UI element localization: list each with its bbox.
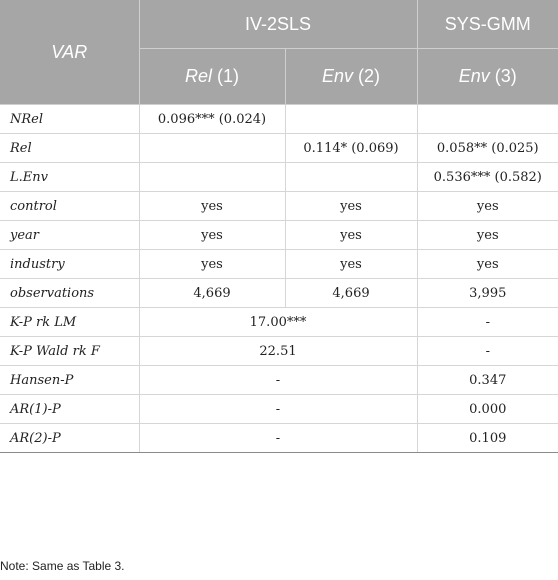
header-col-3-name: Env bbox=[458, 66, 490, 86]
row-label: L.Env bbox=[0, 163, 139, 192]
cell-col-2 bbox=[285, 105, 417, 134]
cell-col-2: yes bbox=[285, 192, 417, 221]
row-label: AR(1)-P bbox=[0, 395, 139, 424]
header-row-groups bbox=[0, 0, 558, 49]
cell-col-1 bbox=[139, 163, 285, 192]
cell-col-3: - bbox=[417, 337, 558, 366]
row-label: industry bbox=[0, 250, 139, 279]
table-row-hansen-p bbox=[0, 366, 558, 395]
cell-col-3: 0.347 bbox=[417, 366, 558, 395]
row-label: AR(2)-P bbox=[0, 424, 139, 453]
row-label: K-P Wald rk F bbox=[0, 337, 139, 366]
cell-col-1 bbox=[139, 134, 285, 163]
header-var: VAR bbox=[0, 0, 139, 105]
cell-col-2: 4,669 bbox=[285, 279, 417, 308]
cell-iv-2sls-merged: 17.00*** bbox=[139, 308, 417, 337]
cell-col-1: 0.096*** (0.024) bbox=[139, 105, 285, 134]
table-row-kp-wald-rk-f bbox=[0, 337, 558, 366]
header-col-2-num: (2) bbox=[358, 66, 381, 86]
table-row-industry bbox=[0, 250, 558, 279]
cell-col-1: yes bbox=[139, 250, 285, 279]
cell-col-1: yes bbox=[139, 192, 285, 221]
cell-col-3: yes bbox=[417, 250, 558, 279]
row-label: observations bbox=[0, 279, 139, 308]
cell-col-1: 4,669 bbox=[139, 279, 285, 308]
cell-col-2: yes bbox=[285, 250, 417, 279]
cell-iv-2sls-merged: - bbox=[139, 395, 417, 424]
row-label: Hansen-P bbox=[0, 366, 139, 395]
cell-col-3 bbox=[417, 105, 558, 134]
row-label: K-P rk LM bbox=[0, 308, 139, 337]
header-group-sys-gmm: SYS-GMM bbox=[417, 0, 558, 49]
row-label: year bbox=[0, 221, 139, 250]
cell-col-3: 0.058** (0.025) bbox=[417, 134, 558, 163]
table-header bbox=[0, 0, 558, 105]
table-note: Note: Same as Table 3. bbox=[0, 559, 125, 573]
table-row-ar2-p bbox=[0, 424, 558, 453]
header-col-3-num: (3) bbox=[494, 66, 517, 86]
table-row-nrel bbox=[0, 105, 558, 134]
cell-iv-2sls-merged: 22.51 bbox=[139, 337, 417, 366]
cell-col-3: 3,995 bbox=[417, 279, 558, 308]
cell-col-2: yes bbox=[285, 221, 417, 250]
table-row-observations bbox=[0, 279, 558, 308]
cell-col-2: 0.114* (0.069) bbox=[285, 134, 417, 163]
table-row-rel bbox=[0, 134, 558, 163]
cell-col-1: yes bbox=[139, 221, 285, 250]
cell-col-3: 0.109 bbox=[417, 424, 558, 453]
cell-col-3: - bbox=[417, 308, 558, 337]
row-label: control bbox=[0, 192, 139, 221]
cell-col-3: 0.000 bbox=[417, 395, 558, 424]
cell-col-3: 0.536*** (0.582) bbox=[417, 163, 558, 192]
header-col-3 bbox=[417, 49, 558, 105]
table-body bbox=[0, 105, 558, 453]
table-row-year bbox=[0, 221, 558, 250]
header-col-2 bbox=[285, 49, 417, 105]
table-row-lenv bbox=[0, 163, 558, 192]
cell-iv-2sls-merged: - bbox=[139, 424, 417, 453]
cell-col-3: yes bbox=[417, 221, 558, 250]
cell-col-2 bbox=[285, 163, 417, 192]
header-col-2-name: Env bbox=[321, 66, 354, 86]
header-col-1-name: Rel bbox=[184, 66, 212, 86]
row-label: Rel bbox=[0, 134, 139, 163]
header-col-1-num: (1) bbox=[217, 66, 240, 86]
cell-col-3: yes bbox=[417, 192, 558, 221]
table-row-ar1-p bbox=[0, 395, 558, 424]
header-col-1 bbox=[139, 49, 285, 105]
table-row-kp-rk-lm bbox=[0, 308, 558, 337]
header-group-iv-2sls: IV-2SLS bbox=[139, 0, 417, 49]
row-label: NRel bbox=[0, 105, 139, 134]
table-row-control bbox=[0, 192, 558, 221]
cell-iv-2sls-merged: - bbox=[139, 366, 417, 395]
